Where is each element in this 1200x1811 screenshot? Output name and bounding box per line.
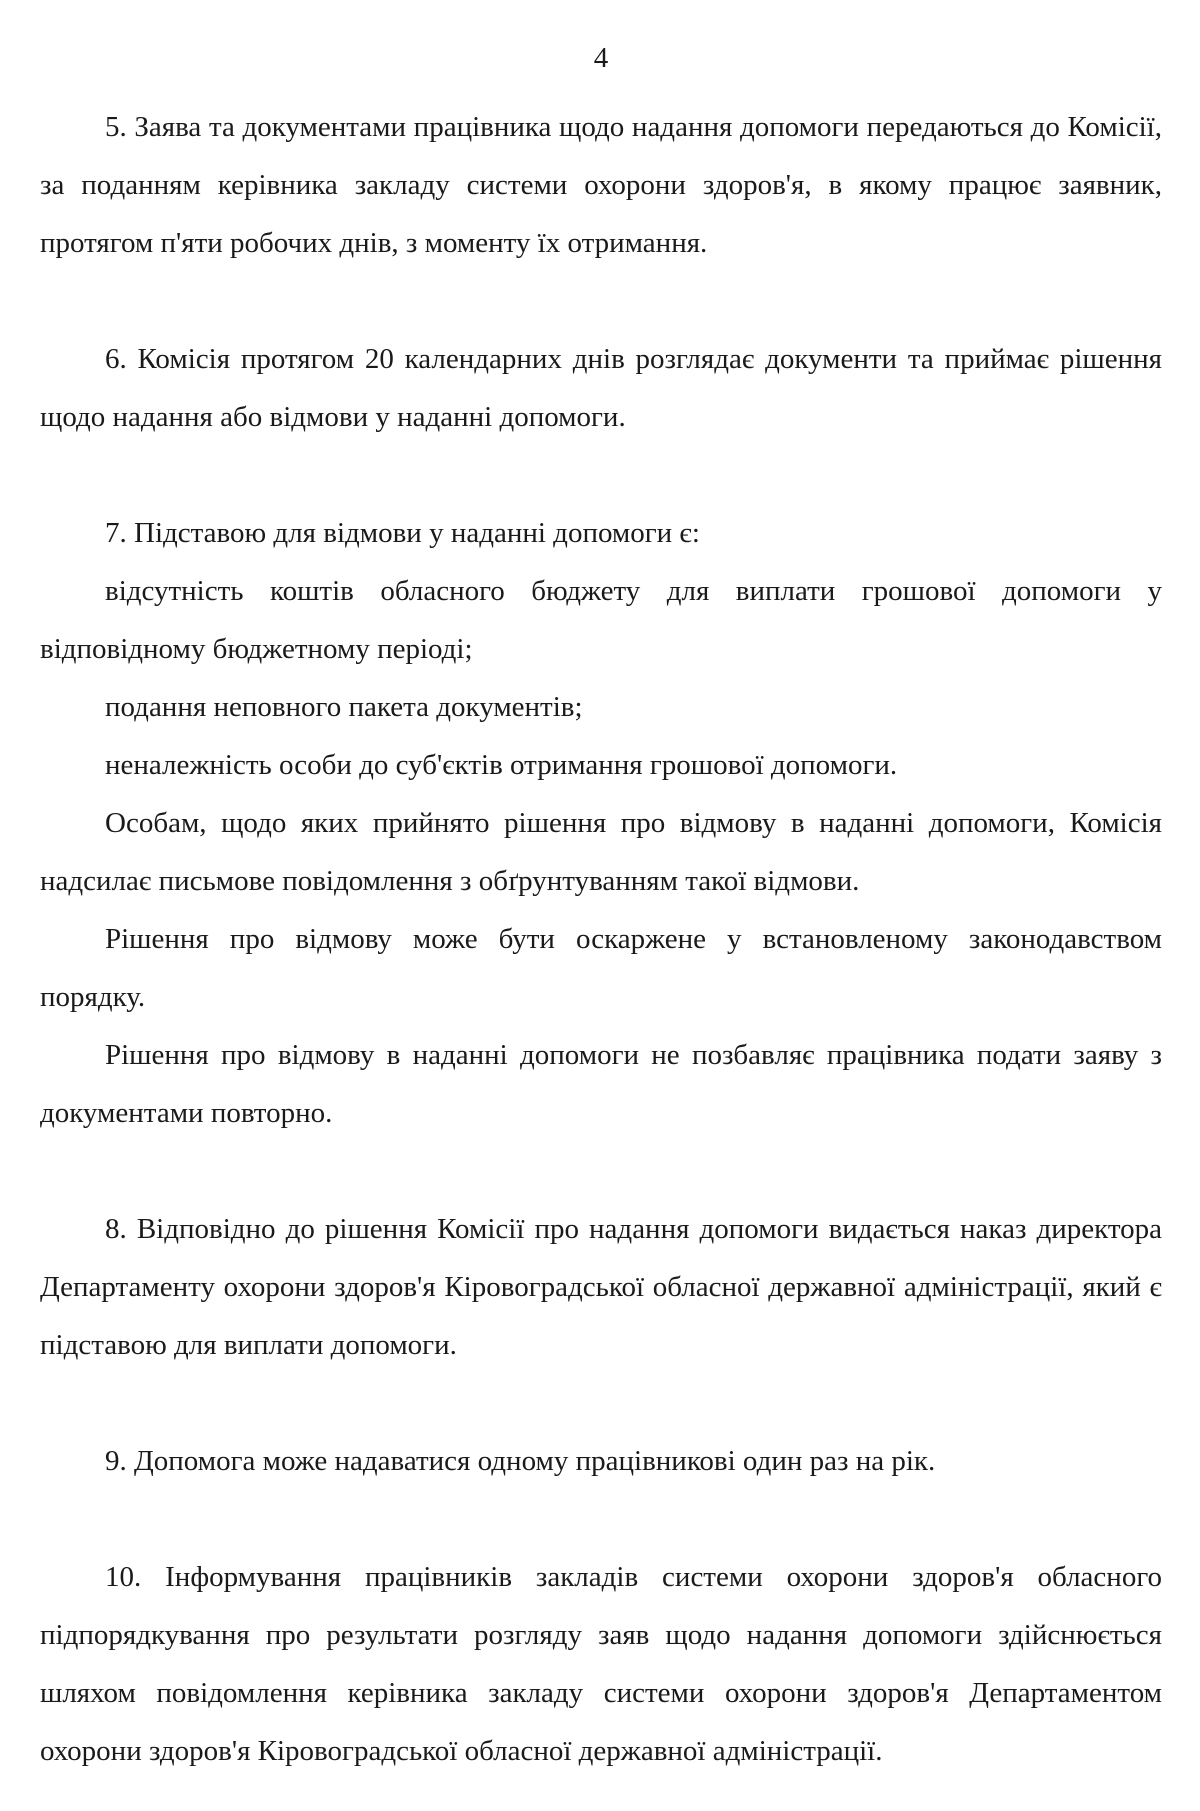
paragraph-7-intro: 7. Підставою для відмови у наданні допомоги є:	[105, 517, 700, 549]
paragraph-10: 10. Інформування працівників закладів системи охорони здоров'я обласного підпорядкування про результати розгляду заяв щодо надання допомоги здійснюється шляхом повідомлення керівника закладу системи охорони здоров'я Департаментом охорони здоров'я Кіровоградської обласної державної адміністрації.	[40, 1561, 1162, 1767]
spacer	[40, 1490, 1162, 1548]
spacer	[40, 1142, 1162, 1200]
paragraph-7-item-1: відсутність коштів обласного бюджету для виплати грошової допомоги у відповідному бюджетному періоді;	[40, 575, 1162, 665]
paragraph-7-refusal-notice: Особам, щодо яких прийнято рішення про відмову в наданні допомоги, Комісія надсилає письмове повідомлення з обґрунтуванням такої відмови.	[40, 807, 1162, 897]
page-number: 4	[593, 42, 609, 74]
paragraph-8: 8. Відповідно до рішення Комісії про надання допомоги видається наказ директора Департаменту охорони здоров'я Кіровоградської обласної державної адміністрації, який є підставою для виплати допомоги.	[40, 1213, 1162, 1361]
paragraph-6: 6. Комісія протягом 20 календарних днів розглядає документи та приймає рішення щодо надання або відмови у наданні допомоги.	[40, 343, 1162, 433]
paragraph-7-item-3: неналежність особи до суб'єктів отримання грошової допомоги.	[105, 749, 898, 781]
paragraph-5: 5. Заява та документами працівника щодо надання допомоги передаються до Комісії, за поданням керівника закладу системи охорони здоров'я, в якому працює заявник, протягом п'яти робочих днів, з моменту їх отримання.	[40, 111, 1162, 259]
paragraph-7-item-2: подання неповного пакета документів;	[105, 691, 583, 723]
paragraph-7-resubmit: Рішення про відмову в наданні допомоги не позбавляє працівника подати заяву з документами повторно.	[40, 1039, 1162, 1129]
spacer	[40, 272, 1162, 330]
paragraph-9: 9. Допомога може надаватися одному працівникові один раз на рік.	[105, 1445, 936, 1477]
paragraph-7-appeal: Рішення про відмову може бути оскаржене у встановленому законодавством порядку.	[40, 923, 1162, 1013]
spacer	[40, 446, 1162, 504]
spacer	[40, 1374, 1162, 1432]
